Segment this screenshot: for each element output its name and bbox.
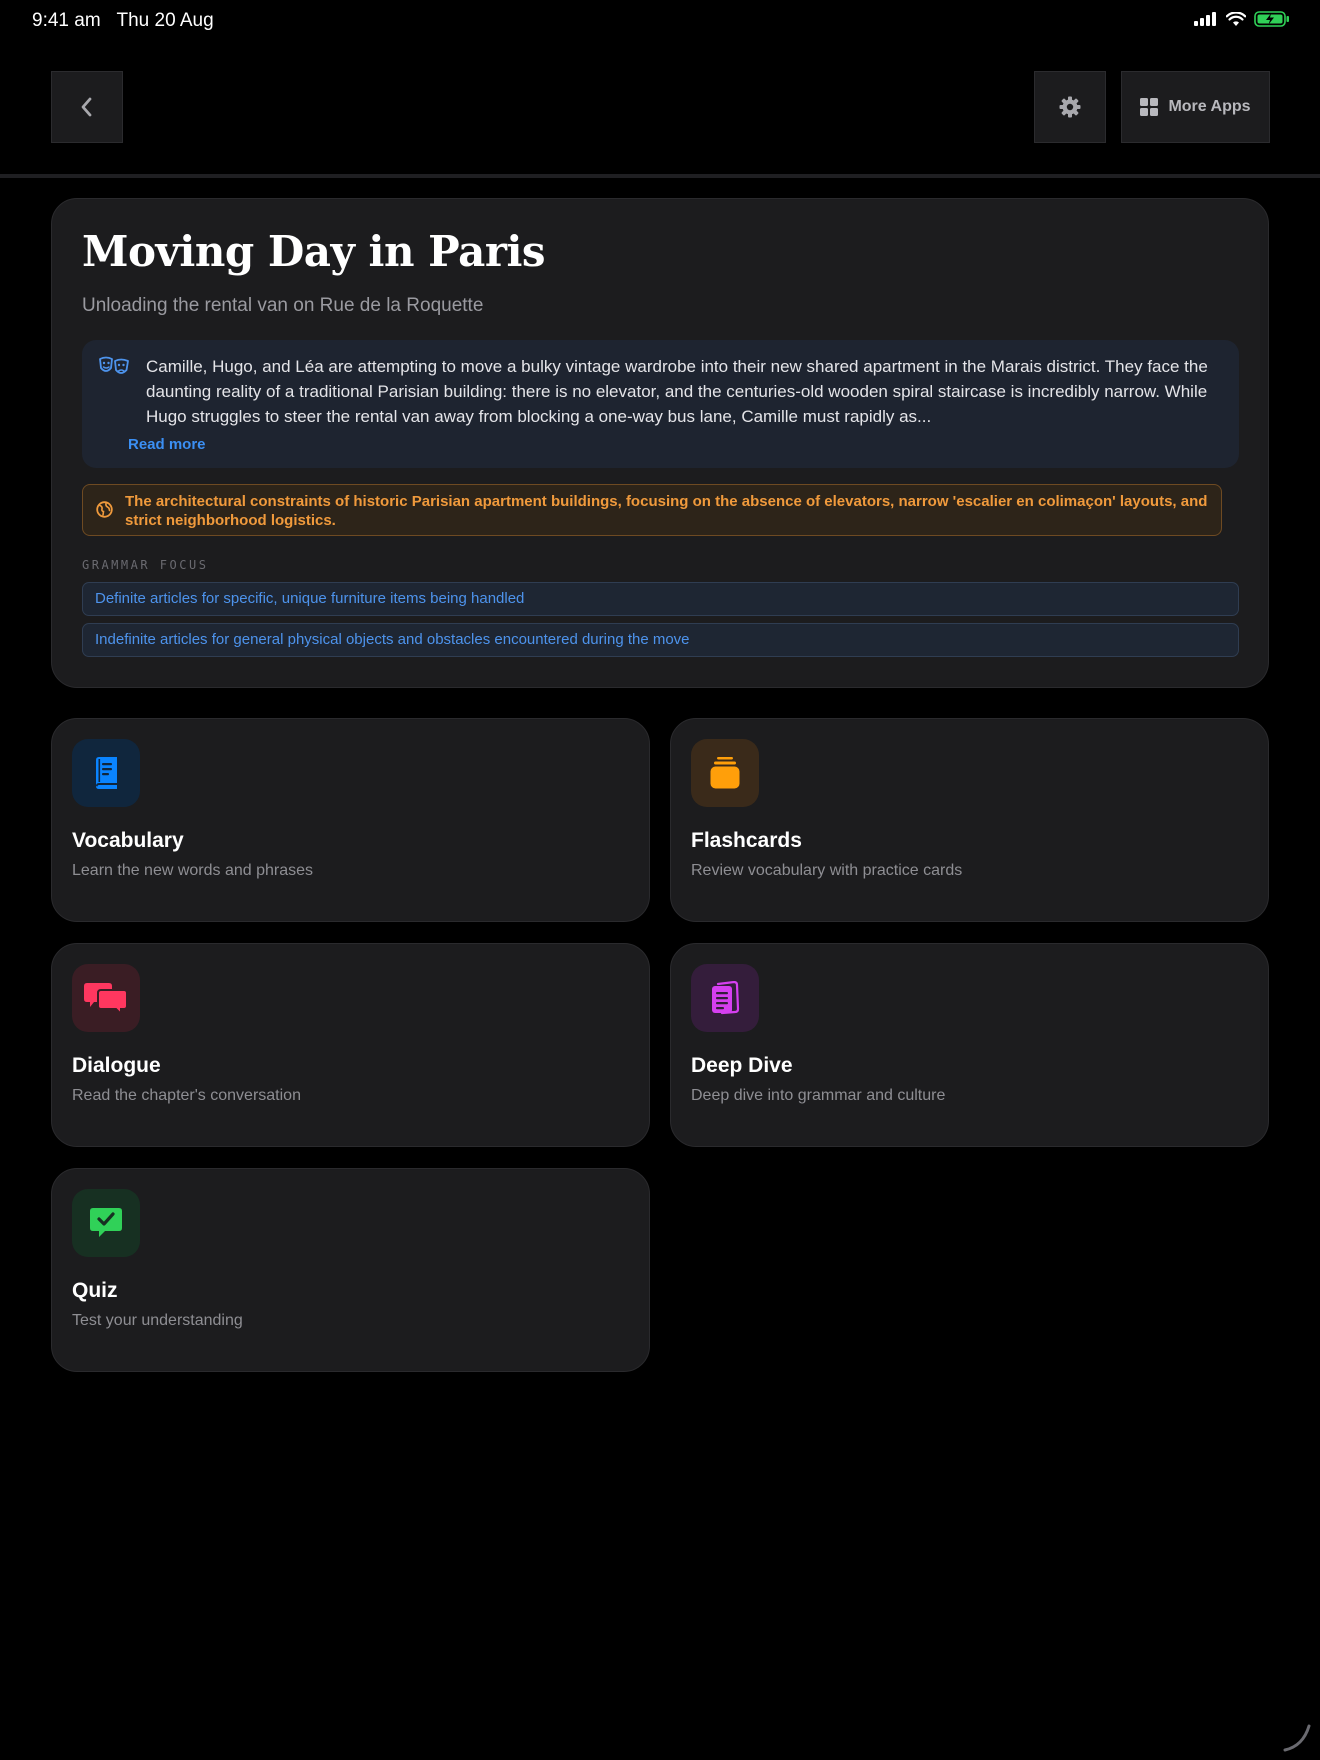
chat-bubbles-icon [84, 981, 128, 1015]
card-title: Dialogue [72, 1054, 161, 1077]
card-stack-icon [709, 756, 741, 790]
quiz-card[interactable] [51, 1168, 650, 1372]
chapter-subtitle: Unloading the rental van on Rue de la Roquette [82, 295, 484, 316]
deep-dive-card[interactable] [670, 943, 1269, 1147]
story-summary-text: Camille, Hugo, and Léa are attempting to move a bulky vintage wardrobe into their new shared apartment in the Marais district. They face the daunting reality of a traditional Parisian building: there is no elevator, and the centuries-old wooden spiral staircase is incredibly narrow. While Hugo struggles to steer the rental van away from blocking a one-way bus lane, Camille must rapidly as... [146, 357, 1208, 426]
header-divider [0, 174, 1320, 178]
globe-icon [96, 501, 113, 518]
flashcards-card[interactable] [670, 718, 1269, 922]
settings-button[interactable] [1034, 71, 1106, 143]
book-icon [92, 756, 120, 790]
grammar-focus-item: Indefinite articles for general physical objects and obstacles encountered during the move [82, 623, 1239, 657]
dialogue-card[interactable] [51, 943, 650, 1147]
card-description: Test your understanding [72, 1312, 243, 1329]
theater-masks-icon [98, 356, 130, 378]
check-bubble-icon [89, 1206, 123, 1240]
vocabulary-icon-tile [72, 739, 140, 807]
resize-handle-icon[interactable] [1283, 1722, 1313, 1752]
more-apps-button[interactable] [1121, 71, 1270, 143]
card-title: Quiz [72, 1279, 118, 1302]
cultural-context-note [82, 484, 1222, 536]
status-date: Thu 20 Aug [116, 10, 214, 31]
status-bar [0, 0, 1320, 40]
wifi-icon [1226, 12, 1246, 27]
quiz-icon-tile [72, 1189, 140, 1257]
back-button[interactable] [51, 71, 123, 143]
document-icon [710, 981, 740, 1015]
grammar-focus-item: Definite articles for specific, unique furniture items being handled [82, 582, 1239, 616]
grammar-focus-label: GRAMMAR FOCUS [82, 558, 209, 572]
cellular-signal-icon [1194, 12, 1218, 26]
vocabulary-card[interactable] [51, 718, 650, 922]
card-title: Deep Dive [691, 1054, 793, 1077]
card-title: Vocabulary [72, 829, 184, 852]
story-summary [82, 340, 1239, 468]
read-more-link[interactable]: Read more [128, 436, 206, 453]
chevron-left-icon [79, 96, 95, 118]
card-title: Flashcards [691, 829, 802, 852]
battery-charging-icon [1254, 11, 1290, 27]
card-description: Review vocabulary with practice cards [691, 862, 963, 879]
card-description: Read the chapter's conversation [72, 1087, 301, 1104]
more-apps-label: More Apps [1168, 98, 1251, 115]
flashcards-icon-tile [691, 739, 759, 807]
gear-icon [1058, 95, 1082, 119]
cultural-context-text: The architectural constraints of historic Parisian apartment buildings, focusing on the absence of elevators, narrow 'escalier en colimaçon' layouts, and strict neighborhood logistics. [125, 493, 1208, 529]
chapter-overview-card [51, 198, 1269, 688]
status-clock: 9:41 am [32, 10, 101, 31]
deep-dive-icon-tile [691, 964, 759, 1032]
status-time [32, 10, 214, 32]
card-description: Learn the new words and phrases [72, 862, 314, 879]
chapter-title: Moving Day in Paris [82, 227, 546, 276]
dialogue-icon-tile [72, 964, 140, 1032]
status-indicators [1194, 11, 1290, 27]
grid-icon [1140, 98, 1158, 116]
card-description: Deep dive into grammar and culture [691, 1087, 946, 1104]
